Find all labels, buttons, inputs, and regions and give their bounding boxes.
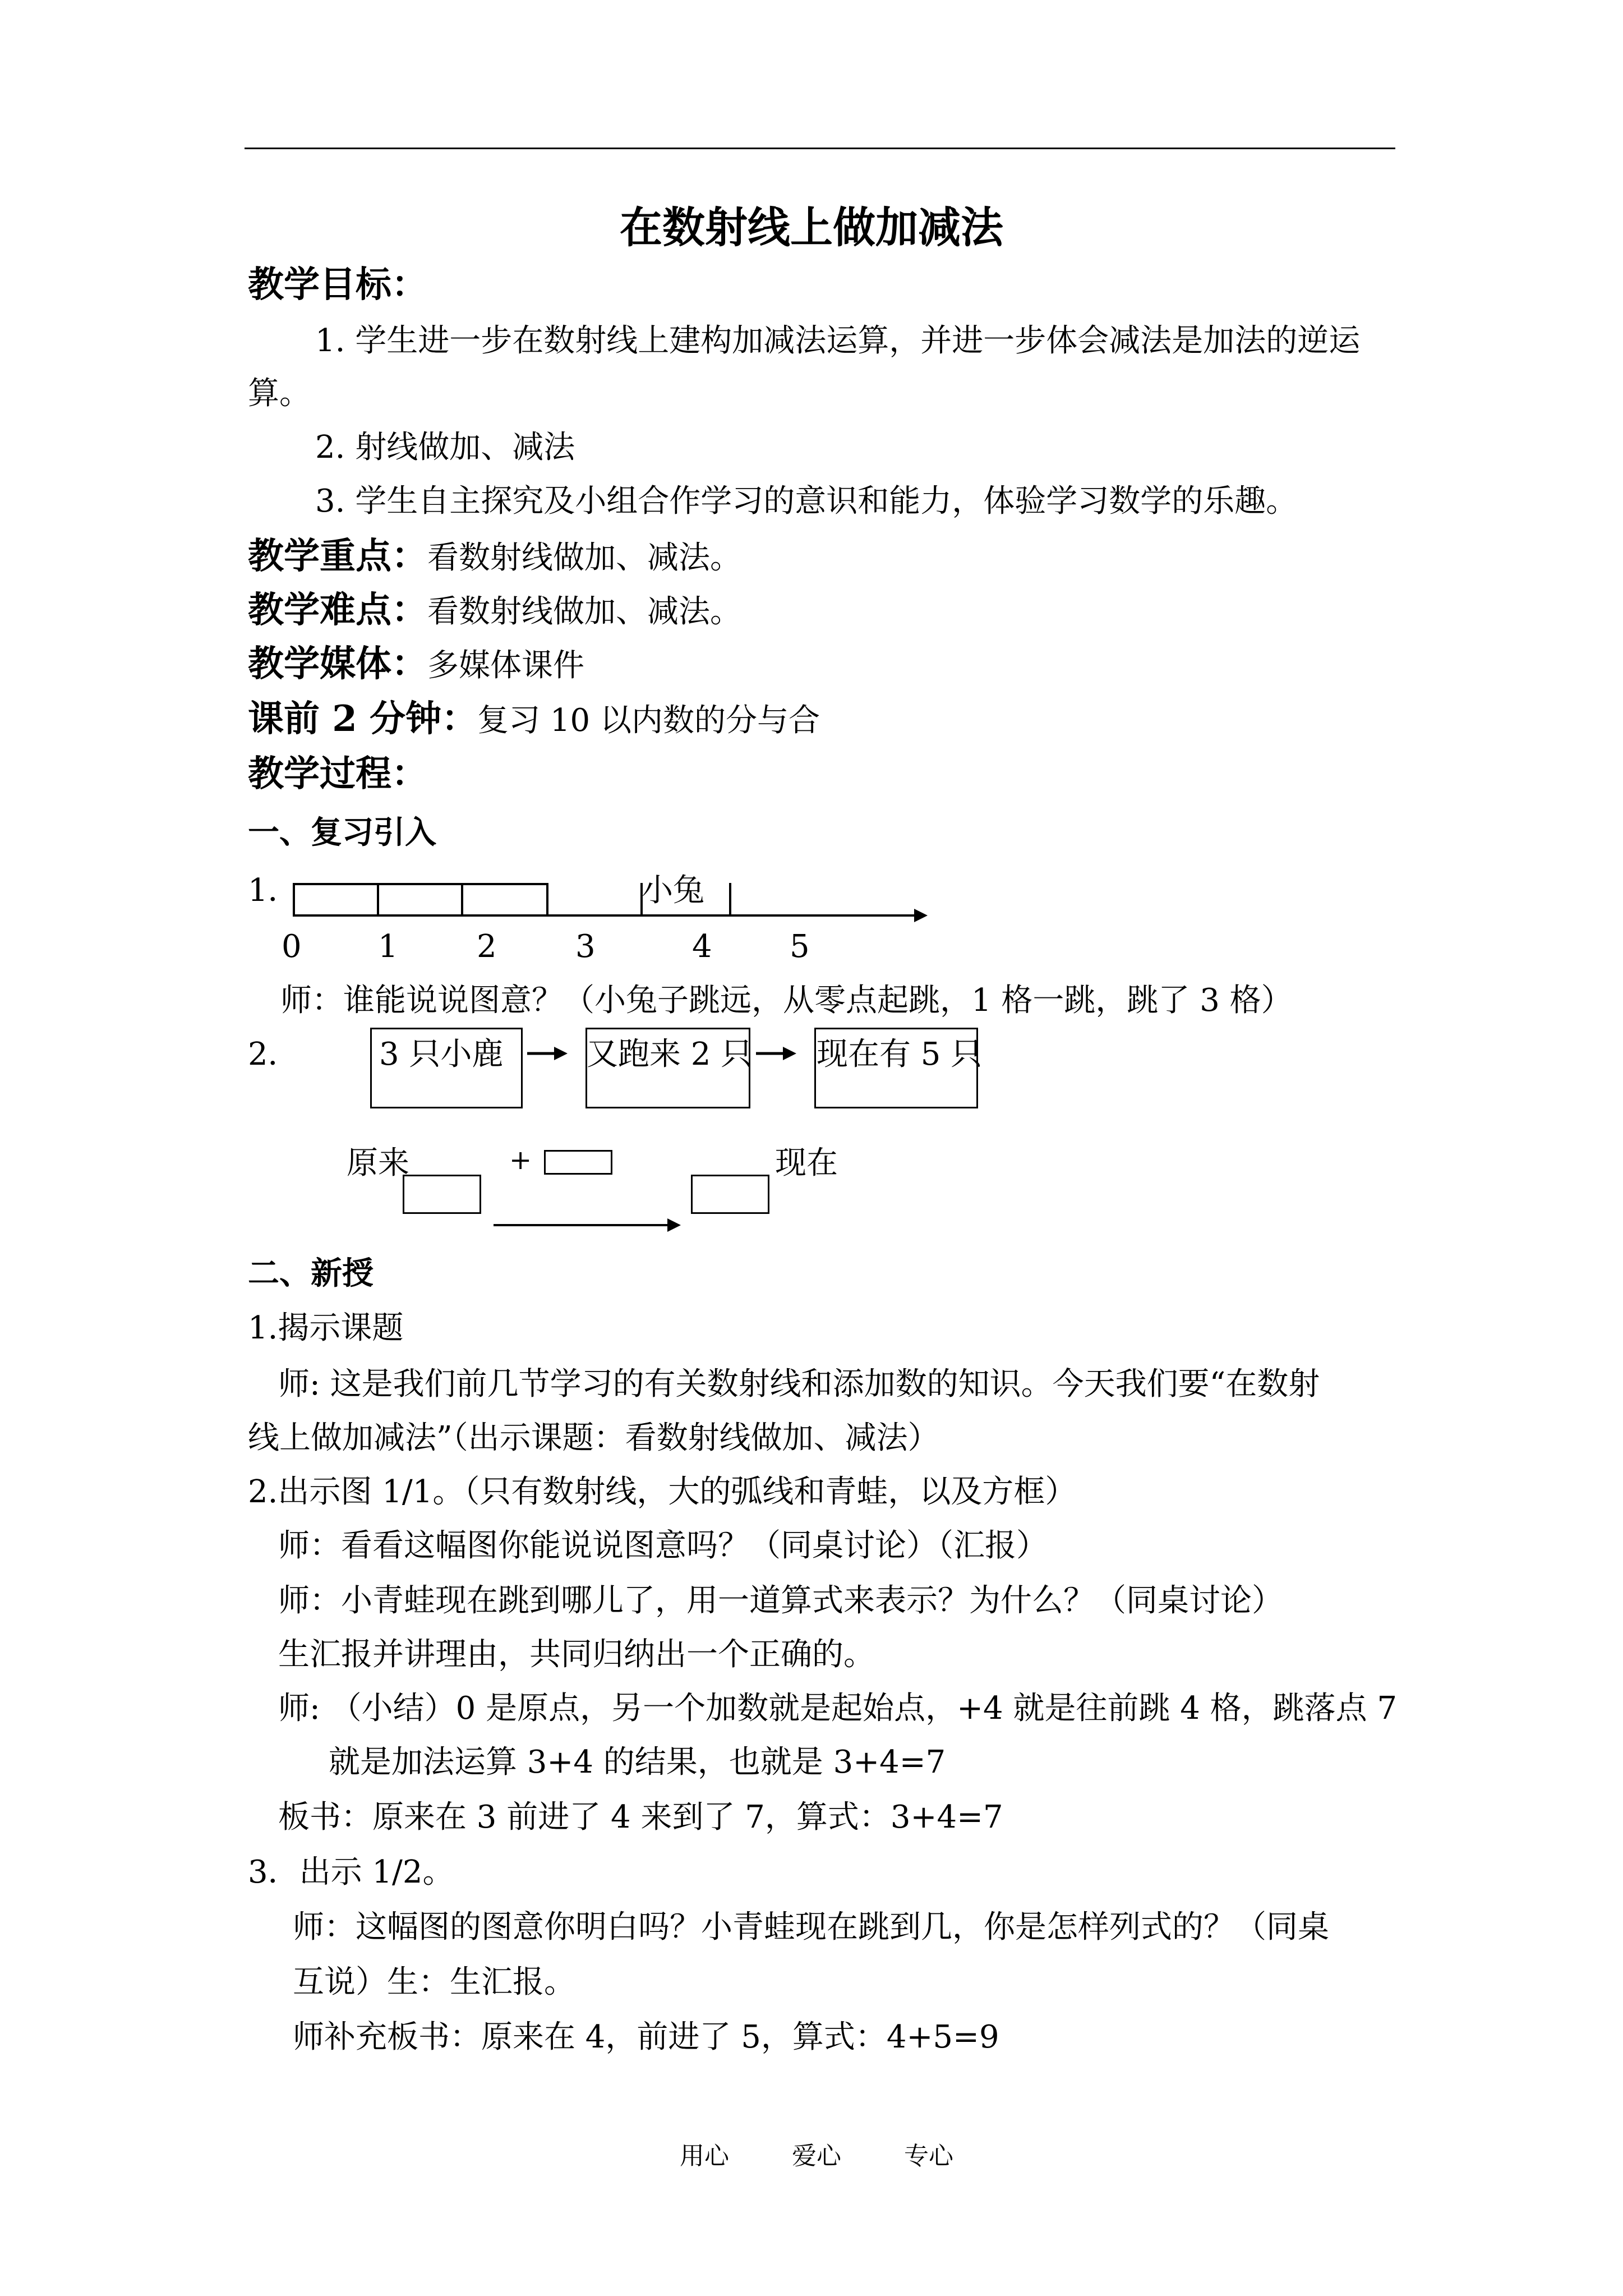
key-point-label: 教学重点： [248,535,427,577]
section2-p8: 板书：原来在 3 前进了 4 来到了 7，算式：3+4=7 [278,1799,1003,1835]
section2-p3: 2.出示图 1/1。（只有数射线，大的弧线和青蛙，以及方框） [248,1474,1077,1510]
footer-text-3: 专心 [904,2142,953,2170]
number-line-label-3: 3 [575,928,596,965]
media-label: 教学媒体： [248,643,427,685]
process-heading: 教学过程： [248,753,427,795]
equation-arrowhead [667,1218,681,1232]
equation-right-label: 现在 [775,1145,838,1181]
objective-1-line1: 1. 学生进一步在数射线上建构加减法运算，并进一步体会减法是加法的逆运 [315,323,1361,359]
rabbit-label: 小兔 [642,872,704,909]
flow-box-2-text: 又跑来 2 只 [587,1036,753,1073]
difficulty-text: 看数射线做加、减法。 [427,593,741,630]
warmup-label-pre: 课前 [248,698,333,740]
flow-box-3-text: 现在有 5 只 [817,1036,983,1073]
difficulty-label: 教学难点： [248,589,427,631]
footer-text-2: 爱心 [792,2142,841,2170]
number-line-label-4: 4 [692,928,712,965]
equation-box-added [544,1150,612,1175]
equation-left-label: 原来 [347,1145,409,1181]
figure1-number: 1． [248,872,299,909]
section2-p1: 1.揭示课题 [248,1310,404,1346]
page-title: 在数射线上做加减法 [620,203,1003,252]
section2-p10-line1: 师：这幅图的图意你明白吗？小青蛙现在跳到几，你是怎样列式的？（同桌 [293,1909,1329,1945]
equation-plus: + [509,1144,532,1176]
objective-1-line2: 算。 [248,375,311,412]
number-line-label-0: 0 [282,928,302,965]
equation-box-result [691,1175,769,1214]
section2-p9: 3．出示 1/2。 [248,1854,454,1890]
section2-p2-line2: 线上做加减法”（出示课题：看数射线做加、减法） [248,1420,939,1456]
rabbit-question: 师：谁能说说图意？（小兔子跳远，从零点起跳，1 格一跳，跳了 3 格） [280,982,1293,1019]
warmup-label-num: 2 [332,698,357,740]
warmup-text: 复习 10 以内数的分与合 [477,702,820,739]
section2-p4: 师：看看这幅图你能说说图意吗？（同桌讨论）（汇报） [278,1527,1048,1564]
section2-p7-line2: 就是加法运算 3+4 的结果，也就是 3+4=7 [329,1744,946,1780]
flow-box-1-text: 3 只小鹿 [379,1036,504,1073]
footer-text-1: 用心 [680,2142,729,2170]
objectives-heading: 教学目标： [248,264,427,306]
equation-box-original [403,1175,481,1214]
section2-p6: 生汇报并讲理由，共同归纳出一个正确的。 [278,1636,875,1673]
number-line-label-1: 1 [378,928,398,965]
section1-heading: 一、复习引入 [248,814,436,851]
number-line-label-2: 2 [477,928,497,965]
key-point-text: 看数射线做加、减法。 [427,540,741,576]
flow-arrowhead-2 [783,1047,796,1060]
number-line-label-5: 5 [790,928,810,965]
section2-p2-line1: 师: 这是我们前几节学习的有关数射线和添加数的知识。今天我们要“在数射 [278,1366,1320,1402]
section2-heading: 二、新授 [248,1255,374,1292]
warmup-label-post: 分钟： [357,698,478,740]
flow-arrowhead-1 [554,1047,568,1060]
section2-p7-line1: 师: （小结）0 是原点，另一个加数就是起始点，+4 就是往前跳 4 格，跳落点 7 [278,1690,1398,1727]
figure2-number: 2． [248,1036,299,1073]
section2-p10-line2: 互说）生：生汇报。 [293,1964,575,2000]
section2-p11: 师补充板书：原来在 4，前进了 5，算式：4+5=9 [293,2019,999,2055]
objective-3: 3. 学生自主探究及小组合作学习的意识和能力，体验学习数学的乐趣。 [315,483,1298,519]
section2-p5: 师：小青蛙现在跳到哪儿了，用一道算式来表示？为什么？（同桌讨论） [278,1582,1283,1619]
media-text: 多媒体课件 [427,647,584,684]
objective-2: 2. 射线做加、减法 [315,429,575,466]
